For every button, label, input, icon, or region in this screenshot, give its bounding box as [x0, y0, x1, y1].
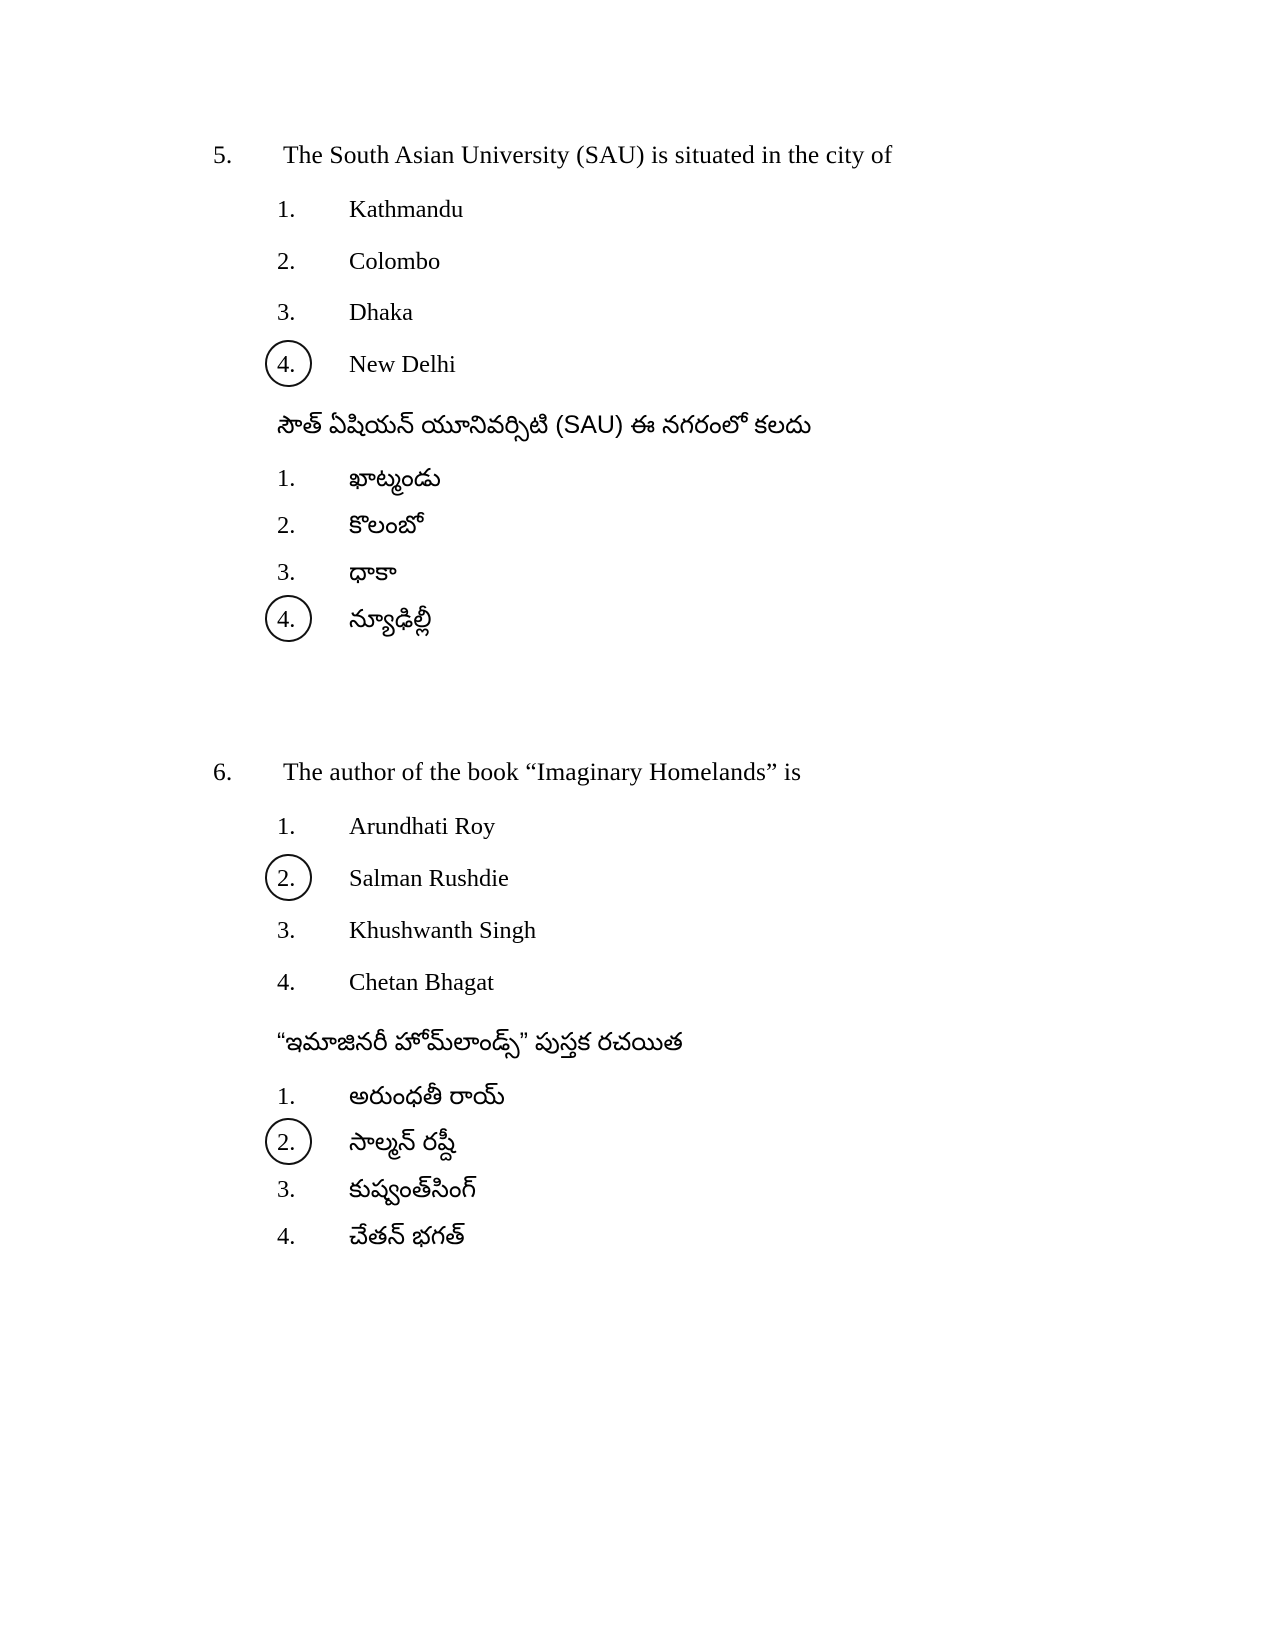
option-number: 4. — [277, 605, 296, 633]
option-row-english-selected[interactable] — [0, 349, 1275, 381]
option-label: New Delhi — [349, 351, 456, 379]
option-marker[interactable] — [277, 1125, 349, 1161]
option-label: ఖాట్మండు — [349, 464, 441, 493]
option-label: సాల్మన్ రష్దీ — [349, 1128, 456, 1157]
option-label: Chetan Bhagat — [349, 968, 494, 996]
option-marker[interactable] — [277, 555, 349, 591]
option-number: 4. — [277, 1223, 296, 1251]
question-text-english: The author of the book “Imaginary Homelands” is — [283, 757, 802, 787]
option-label: ధాకా — [349, 557, 397, 586]
option-marker[interactable] — [277, 967, 349, 999]
option-label: Khushwanth Singh — [349, 916, 537, 944]
option-row-telugu-selected[interactable] — [0, 602, 1275, 638]
option-row-telugu-selected[interactable] — [0, 1125, 1275, 1161]
option-row-english[interactable] — [0, 811, 1275, 843]
question-text-telugu: సౌత్ ఏషియన్ యూనివర్సిటి (SAU) ఈ నగరంలో కలదు — [277, 411, 812, 440]
top-margin-spacer — [0, 0, 1275, 138]
question-block — [0, 138, 1275, 637]
option-row-english-selected[interactable] — [0, 863, 1275, 895]
option-label: కొలంబో — [349, 511, 424, 540]
question-text-english: The South Asian University (SAU) is situated in the city of — [283, 140, 893, 169]
option-marker[interactable] — [277, 1172, 349, 1208]
option-number: 4. — [277, 351, 296, 379]
option-label: చేతన్ భగత్ — [349, 1222, 465, 1251]
option-row-english[interactable] — [0, 246, 1275, 278]
option-marker[interactable] — [277, 246, 349, 278]
option-label: Dhaka — [349, 299, 413, 327]
option-number: 3. — [277, 558, 296, 586]
option-marker[interactable] — [277, 915, 349, 947]
option-row-telugu[interactable] — [0, 555, 1275, 591]
option-label: న్యూఢిల్లీ — [349, 604, 432, 633]
option-number: 1. — [277, 195, 296, 223]
option-number: 3. — [277, 1176, 296, 1204]
option-row-english[interactable] — [0, 297, 1275, 329]
question-number: 6. — [213, 757, 233, 787]
option-marker[interactable] — [277, 297, 349, 329]
question-text-telugu: “ఇమాజినరీ హోమ్‌లాండ్స్” పుస్తక రచయిత — [277, 1028, 683, 1057]
option-number: 1. — [277, 465, 296, 493]
option-marker[interactable] — [277, 461, 349, 497]
option-number: 2. — [277, 247, 296, 275]
question-stem-telugu — [0, 1024, 1275, 1060]
option-label: Salman Rushdie — [349, 864, 509, 892]
option-marker[interactable] — [277, 508, 349, 544]
option-row-telugu[interactable] — [0, 1219, 1275, 1255]
option-number: 2. — [277, 864, 296, 892]
option-number: 1. — [277, 1082, 296, 1110]
option-row-english[interactable] — [0, 967, 1275, 999]
option-row-english[interactable] — [0, 915, 1275, 947]
option-marker[interactable] — [277, 1219, 349, 1255]
option-marker[interactable] — [277, 349, 349, 381]
option-marker[interactable] — [277, 1079, 349, 1115]
option-number: 3. — [277, 916, 296, 944]
option-row-english[interactable] — [0, 194, 1275, 226]
option-label: Colombo — [349, 247, 441, 275]
option-row-telugu[interactable] — [0, 508, 1275, 544]
option-number: 3. — [277, 299, 296, 327]
question-block — [0, 755, 1275, 1254]
option-marker[interactable] — [277, 194, 349, 226]
option-number: 4. — [277, 968, 296, 996]
question-stem-english — [0, 755, 1275, 789]
option-label: అరుంధతీ రాయ్ — [349, 1081, 505, 1110]
question-number: 5. — [213, 140, 233, 169]
option-label: Arundhati Roy — [349, 813, 496, 841]
option-number: 2. — [277, 1129, 296, 1157]
question-stem-telugu — [0, 407, 1275, 443]
option-marker[interactable] — [277, 863, 349, 895]
option-number: 1. — [277, 813, 296, 841]
option-label: కుష్వంత్‌సింగ్ — [349, 1175, 477, 1204]
question-stem-english — [0, 138, 1275, 172]
option-row-telugu[interactable] — [0, 1079, 1275, 1115]
option-marker[interactable] — [277, 602, 349, 638]
option-row-telugu[interactable] — [0, 1172, 1275, 1208]
option-row-telugu[interactable] — [0, 461, 1275, 497]
question-gap-spacer — [0, 637, 1275, 755]
option-marker[interactable] — [277, 811, 349, 843]
option-label: Kathmandu — [349, 195, 464, 223]
option-number: 2. — [277, 512, 296, 540]
